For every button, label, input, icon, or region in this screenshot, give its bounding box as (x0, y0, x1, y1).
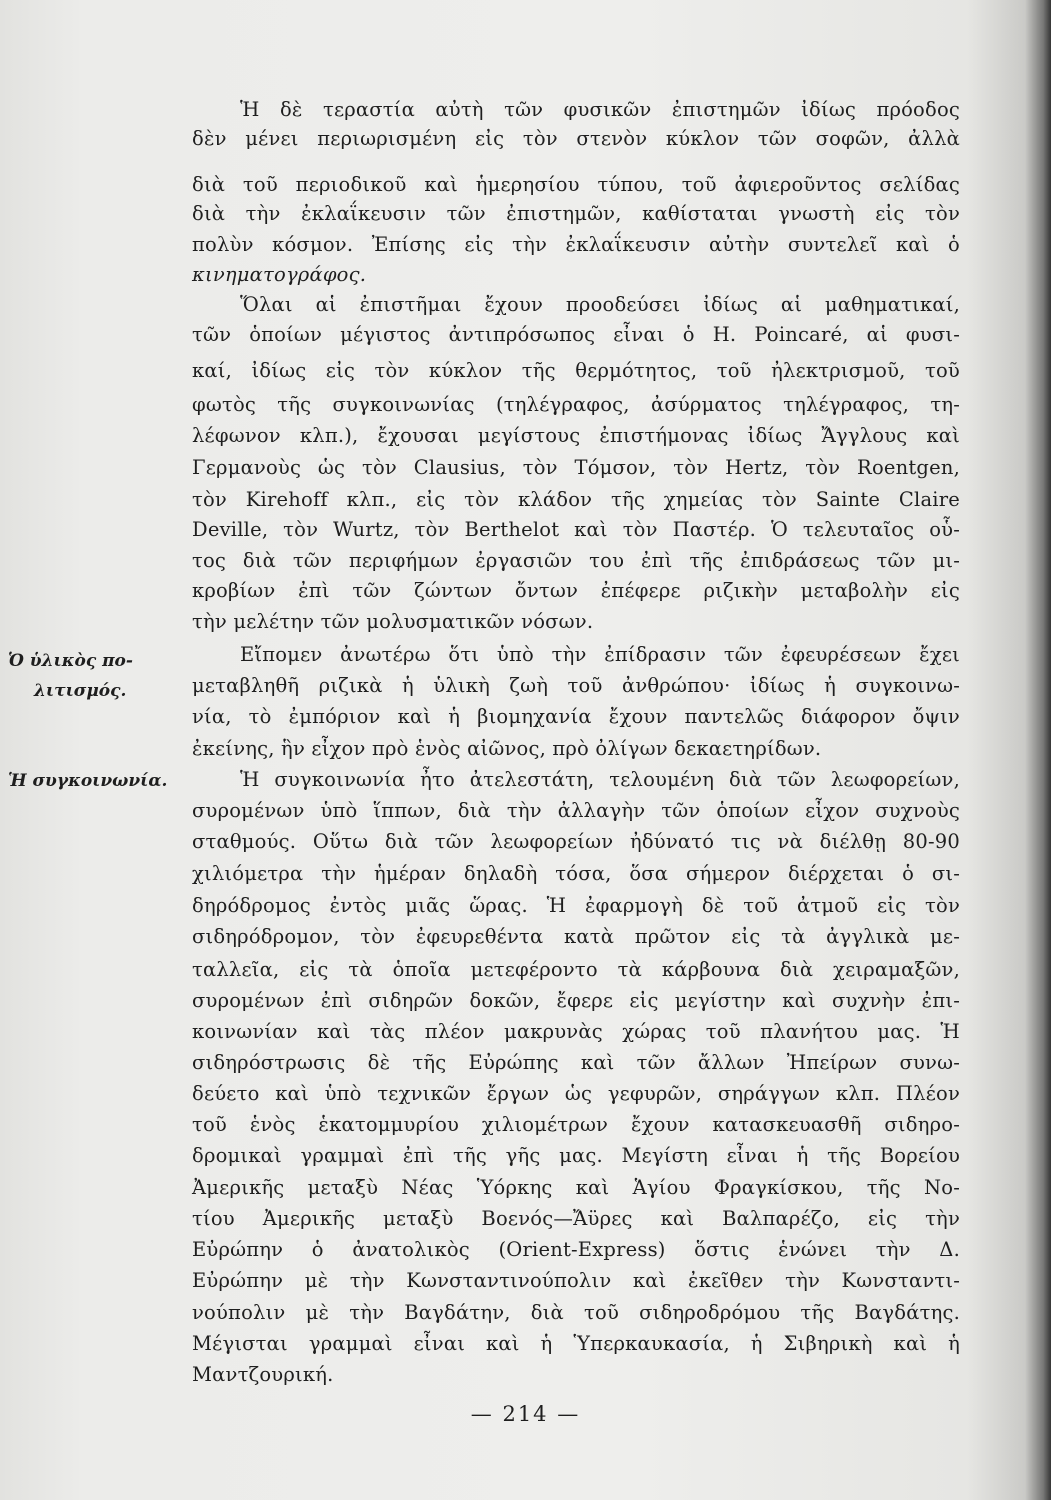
text-line: τὸν Kirehoff κλπ., εἰς τὸν κλάδον τῆς χημείας τὸν Sainte Claire (192, 488, 960, 511)
binding-shadow (1025, 0, 1051, 1500)
text-line: τος διὰ τῶν περιφήμων ἐργασιῶν του ἐπὶ τῆς ἐπιδράσεως τῶν μι- (192, 549, 960, 572)
text-line: διὰ τὴν ἐκλαΐκευσιν τῶν ἐπιστημῶν, καθίσταται γνωστὴ εἰς τὸν (192, 202, 960, 225)
text-line: Μαντζουρική. (192, 1363, 334, 1386)
text-line: Εἴπομεν ἀνωτέρω ὅτι ὑπὸ τὴν ἐπίδρασιν τῶν ἐφευρέσεων ἔχει (240, 643, 960, 666)
text-line: τὴν μελέτην τῶν μολυσματικῶν νόσων. (192, 610, 594, 633)
text-line: Ἀμερικῆς μεταξὺ Νέας Ὑόρκης καὶ Ἁγίου Φραγκίσκου, τῆς Νο- (192, 1176, 960, 1199)
text-line: τοῦ ἑνὸς ἑκατομμυρίου χιλιομέτρων ἔχουν κατασκευασθῆ σιδηρο- (192, 1113, 960, 1136)
text-line: κοινωνίαν καὶ τὰς πλέον μακρυνὰς χώρας τοῦ πλανήτου μας. Ἡ (192, 1020, 960, 1043)
text-line: σιδηρόδρομον, τὸν ἐφευρεθέντα κατὰ πρῶτον εἰς τὰ ἀγγλικὰ με- (192, 925, 960, 948)
text-line: κροβίων ἐπὶ τῶν ζώντων ὄντων ἐπέφερε ριζικὴν μεταβολὴν εἰς (192, 579, 960, 602)
text-line: διὰ τοῦ περιοδικοῦ καὶ ἡμερησίου τύπου, τοῦ ἀφιεροῦντος σελίδας (192, 173, 960, 196)
text-line: μεταβληθῆ ριζικὰ ἡ ὑλικὴ ζωὴ τοῦ ἀνθρώπου· ἰδίως ἡ συγκοινω- (192, 674, 960, 697)
text-line: δρομικαὶ γραμμαὶ ἐπὶ τῆς γῆς μας. Μεγίστη εἶναι ἡ τῆς Βορείου (192, 1144, 960, 1167)
text-line: κινηματογράφος. (192, 263, 367, 286)
text-line: Ἡ συγκοινωνία ἦτο ἀτελεστάτη, τελουμένη διὰ τῶν λεωφορείων, (240, 768, 960, 791)
text-line: λέφωνον κλπ.), ἔχουσαι μεγίστους ἐπιστήμονας ἰδίως Ἄγγλους καὶ (192, 424, 960, 447)
text-line: Deville, τὸν Wurtz, τὸν Berthelot καὶ τὸν Παστέρ. Ὁ τελευταῖος οὗ- (192, 518, 960, 541)
text-line: φωτὸς τῆς συγκοινωνίας (τηλέγραφος, ἀσύρματος τηλέγραφος, τη- (192, 393, 960, 416)
text-line: δεύετο καὶ ὑπὸ τεχνικῶν ἔργων ὡς γεφυρῶν, σηράγγων κλπ. Πλέον (192, 1082, 960, 1105)
text-line: σιδηρόστρωσις δὲ τῆς Εὐρώπης καὶ τῶν ἄλλων Ἠπείρων συνω- (192, 1051, 960, 1074)
text-line: ταλλεῖα, εἰς τὰ ὁποῖα μετεφέροντο τὰ κάρβουνα διὰ χειραμαξῶν, (192, 958, 960, 981)
text-line: Εὐρώπην μὲ τὴν Κωνσταντινούπολιν καὶ ἐκεῖθεν τὴν Κωνσταντι- (192, 1269, 960, 1292)
text-line: συρομένων ὑπὸ ἵππων, διὰ τὴν ἀλλαγὴν τῶν ὁποίων εἶχον συχνοὺς (192, 799, 960, 822)
text-line: τίου Ἀμερικῆς μεταξὺ Βοενός—Ἄϋρες καὶ Βαλπαρέζο, εἰς τὴν (192, 1207, 960, 1230)
text-line: δηρόδρομος ἐντὸς μιᾶς ὥρας. Ἡ ἐφαρμογὴ δὲ τοῦ ἀτμοῦ εἰς τὸν (192, 894, 960, 917)
margin-note-communication: Ἡ συγκοινωνία. (8, 771, 168, 791)
text-line: τῶν ὁποίων μέγιστος ἀντιπρόσωπος εἶναι ὁ H. Poincaré, αἱ φυσι- (192, 323, 960, 346)
text-line: νούπολιν μὲ τὴν Βαγδάτην, διὰ τοῦ σιδηροδρόμου τῆς Βαγδάτης. (192, 1301, 960, 1324)
text-line: ἐκείνης, ἣν εἶχον πρὸ ἑνὸς αἰῶνος, πρὸ ὀλίγων δεκαετηρίδων. (192, 737, 822, 760)
text-line: Ὅλαι αἱ ἐπιστῆμαι ἔχουν προοδεύσει ἰδίως αἱ μαθηματικαί, (240, 293, 960, 316)
text-line: χιλιόμετρα τὴν ἡμέραν δηλαδὴ τόσα, ὅσα σήμερον διέρχεται ὁ σι- (192, 862, 960, 885)
text-line: Μέγισται γραμμαὶ εἶναι καὶ ἡ Ὑπερκαυκασία, ἡ Σιβηρικὴ καὶ ἡ (192, 1332, 960, 1355)
text-line: Εὐρώπην ὁ ἀνατολικὸς (Orient-Express) ὅστις ἑνώνει τὴν Δ. (192, 1238, 960, 1261)
text-line: καί, ἰδίως εἰς τὸν κύκλον τῆς θερμότητος, τοῦ ἠλεκτρισμοῦ, τοῦ (192, 359, 960, 382)
text-line: δὲν μένει περιωρισμένη εἰς τὸν στενὸν κύκλον τῶν σοφῶν, ἀλλὰ (192, 127, 960, 150)
page-number: — 214 — (470, 1402, 581, 1426)
text-line: Γερμανοὺς ὡς τὸν Clausius, τὸν Τόμσον, τὸν Hertz, τὸν Roentgen, (192, 456, 960, 479)
margin-note-material-civilization: Ὁ ὑλικὸς πο- (8, 651, 133, 671)
text-line: σταθμούς. Οὕτω διὰ τῶν λεωφορείων ἠδύνατό τις νὰ διέλθῃ 80-90 (192, 830, 960, 853)
text-line: νία, τὸ ἐμπόριον καὶ ἡ βιομηχανία ἔχουν παντελῶς διάφορον ὄψιν (192, 705, 960, 728)
text-line: Ἡ δὲ τεραστία αὐτὴ τῶν φυσικῶν ἐπιστημῶν ἰδίως πρόοδος (240, 98, 960, 121)
text-line: συρομένων ἐπὶ σιδηρῶν δοκῶν, ἔφερε εἰς μεγίστην καὶ συχνὴν ἐπι- (192, 989, 960, 1012)
margin-note-material-civilization-cont: λιτισμός. (34, 681, 127, 701)
text-line: πολὺν κόσμον. Ἐπίσης εἰς τὴν ἐκλαΐκευσιν αὐτὴν συντελεῖ καὶ ὁ (192, 233, 960, 256)
